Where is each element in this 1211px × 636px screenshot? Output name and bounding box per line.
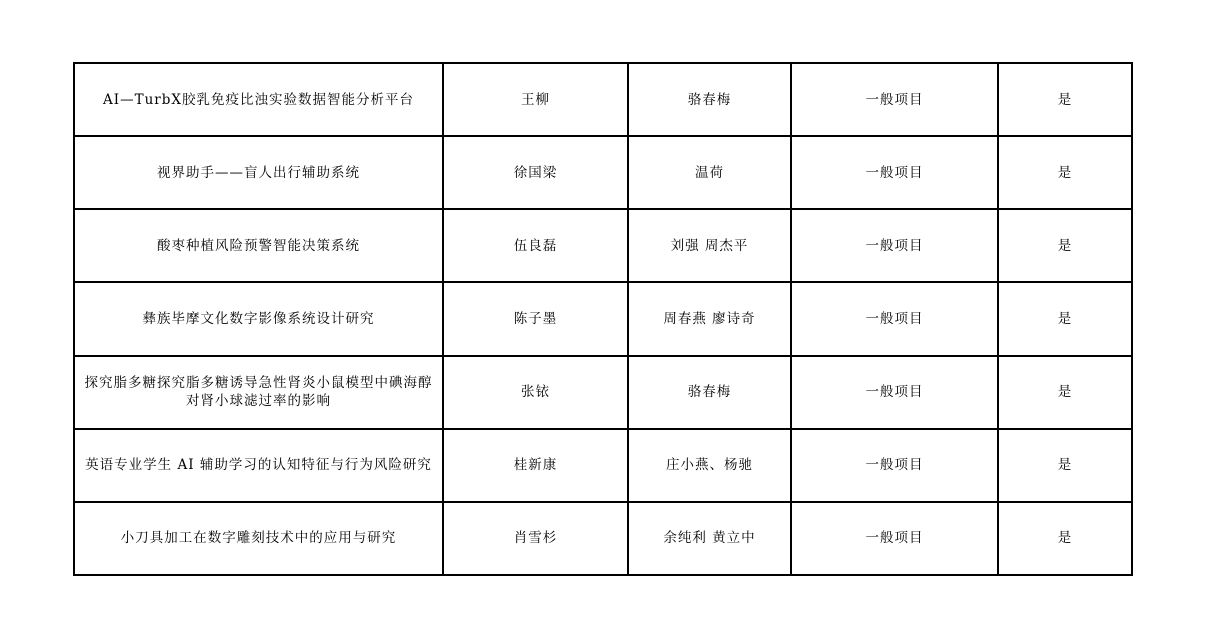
project-level: 一般项目 (865, 384, 924, 401)
advisor-name: 骆春梅 (687, 91, 732, 108)
advisor-name: 余纯利 黄立中 (663, 530, 756, 547)
table-row (74, 429, 1132, 502)
project-name: 彝族毕摩文化数字影像系统设计研究 (142, 310, 375, 327)
approved-flag: 是 (1057, 457, 1073, 474)
leader-name: 王柳 (521, 91, 550, 108)
project-name-cell (74, 209, 443, 282)
leader-cell (443, 282, 628, 355)
project-name: 小刀具加工在数字雕刻技术中的应用与研究 (120, 530, 397, 547)
project-level: 一般项目 (865, 457, 924, 474)
project-name: AI—TurbX胶乳免疫比浊实验数据智能分析平台 (103, 91, 414, 108)
approved-cell (998, 282, 1132, 355)
approved-cell (998, 136, 1132, 209)
level-cell (791, 356, 998, 429)
approved-flag: 是 (1057, 310, 1073, 327)
table-row (74, 209, 1132, 282)
advisor-cell (628, 63, 791, 136)
project-name: 视界助手——盲人出行辅助系统 (157, 164, 360, 181)
project-name: 英语专业学生 AI 辅助学习的认知特征与行为风险研究 (85, 457, 432, 474)
approved-flag: 是 (1057, 530, 1073, 547)
leader-name: 桂新康 (513, 457, 558, 474)
table-row (74, 356, 1132, 429)
advisor-name: 刘强 周杰平 (670, 237, 749, 254)
leader-name: 陈子墨 (513, 310, 558, 327)
project-level: 一般项目 (865, 530, 924, 547)
advisor-cell (628, 502, 791, 575)
leader-cell (443, 209, 628, 282)
leader-name: 张铱 (521, 384, 550, 401)
leader-name: 肖雪杉 (513, 530, 558, 547)
approved-flag: 是 (1057, 237, 1073, 254)
level-cell (791, 63, 998, 136)
advisor-cell (628, 429, 791, 502)
table-row (74, 282, 1132, 355)
project-name-cell (74, 63, 443, 136)
advisor-name: 温荷 (695, 164, 724, 181)
project-name-cell (74, 502, 443, 575)
approved-cell (998, 356, 1132, 429)
project-level: 一般项目 (865, 237, 924, 254)
leader-name: 伍良磊 (513, 237, 558, 254)
project-name-cell (74, 356, 443, 429)
approved-cell (998, 502, 1132, 575)
advisor-cell (628, 136, 791, 209)
project-table (73, 62, 1133, 576)
level-cell (791, 209, 998, 282)
approved-cell (998, 63, 1132, 136)
advisor-cell (628, 282, 791, 355)
leader-cell (443, 356, 628, 429)
level-cell (791, 282, 998, 355)
approved-cell (998, 429, 1132, 502)
level-cell (791, 502, 998, 575)
project-level: 一般项目 (865, 310, 924, 327)
level-cell (791, 429, 998, 502)
table-row (74, 63, 1132, 136)
project-name-cell (74, 136, 443, 209)
leader-cell (443, 136, 628, 209)
approved-flag: 是 (1057, 164, 1073, 181)
advisor-name: 周春燕 廖诗奇 (663, 310, 756, 327)
advisor-name: 骆春梅 (687, 384, 732, 401)
advisor-cell (628, 209, 791, 282)
project-name: 酸枣种植风险预警智能决策系统 (157, 237, 360, 254)
approved-flag: 是 (1057, 91, 1073, 108)
project-name-cell (74, 282, 443, 355)
project-name-cell (74, 429, 443, 502)
project-level: 一般项目 (865, 91, 924, 108)
advisor-cell (628, 356, 791, 429)
approved-flag: 是 (1057, 384, 1073, 401)
project-name: 探究脂多糖探究脂多糖诱导急性肾炎小鼠模型中碘海醇对肾小球滤过率的影响 (84, 375, 433, 410)
table-row (74, 502, 1132, 575)
advisor-name: 庄小燕、杨驰 (666, 457, 753, 474)
table-row (74, 136, 1132, 209)
leader-cell (443, 63, 628, 136)
leader-cell (443, 429, 628, 502)
leader-name: 徐国梁 (513, 164, 558, 181)
leader-cell (443, 502, 628, 575)
approved-cell (998, 209, 1132, 282)
project-level: 一般项目 (865, 164, 924, 181)
level-cell (791, 136, 998, 209)
